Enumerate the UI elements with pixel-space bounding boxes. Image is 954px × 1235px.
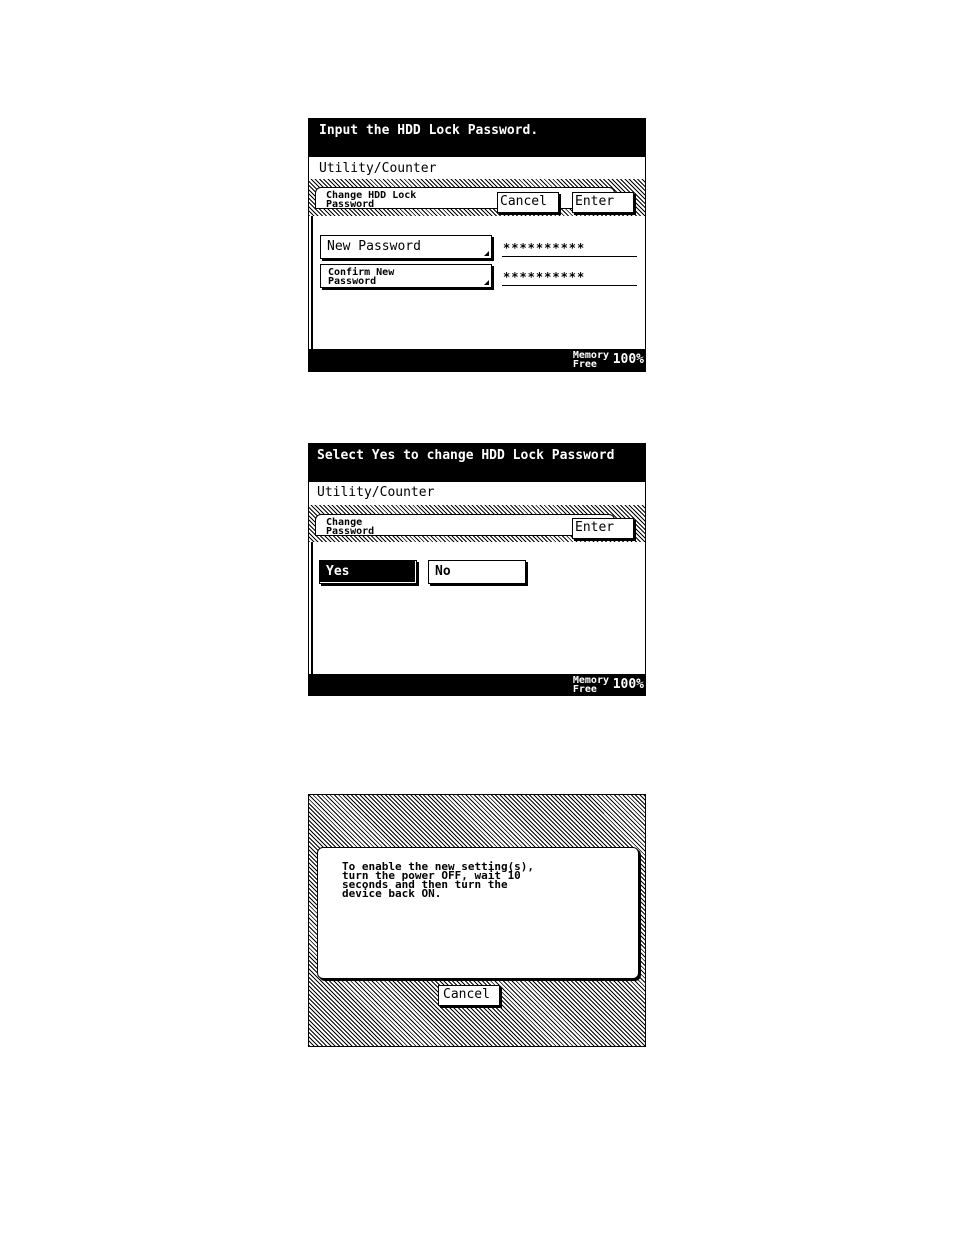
breadcrumb: Utility/Counter	[317, 485, 435, 500]
cancel-button[interactable]: Cancel	[438, 985, 500, 1006]
hdd-password-input-screen	[308, 118, 646, 372]
status-footer	[309, 674, 645, 695]
corner-mark-icon	[484, 251, 489, 256]
yes-button[interactable]: Yes	[319, 560, 417, 584]
status-footer	[309, 349, 645, 371]
confirm-password-field: **********	[502, 269, 637, 286]
new-password-field: **********	[502, 240, 637, 257]
tab-change-password	[315, 514, 615, 536]
notice-dialog	[317, 847, 639, 979]
memory-label-line1: Memory	[572, 675, 609, 686]
content-border	[311, 216, 313, 350]
memory-free-label	[573, 351, 609, 369]
enter-button[interactable]: Enter	[572, 518, 634, 539]
tab-label-line2: Password	[326, 199, 375, 210]
confirm-label-line2: Password	[328, 276, 377, 287]
new-password-label: New Password	[327, 239, 421, 254]
tab-label-line1: Change	[326, 517, 363, 528]
confirm-change-screen	[308, 443, 646, 696]
memory-free-value: 100%	[612, 677, 644, 692]
memory-label-line2: Free	[572, 684, 597, 695]
memory-label-line2: Free	[572, 359, 597, 370]
message-bar: Input the HDD Lock Password.	[309, 119, 645, 157]
message-bar: Select Yes to change HDD Lock Password	[309, 444, 645, 482]
corner-mark-icon	[484, 280, 489, 285]
restart-notice-screen	[308, 794, 646, 1047]
memory-label-line1: Memory	[572, 350, 609, 361]
memory-free-label	[573, 676, 609, 694]
tab-label-line2: Password	[326, 526, 375, 537]
tab-label-line1: Change HDD Lock	[326, 190, 417, 201]
confirm-new-password-button[interactable]	[320, 264, 492, 288]
dialog-message: To enable the new setting(s), turn the power OFF, wait 10 seconds and then turn the device back ON.	[342, 860, 535, 900]
new-password-button[interactable]	[320, 235, 492, 259]
cancel-button[interactable]: Cancel	[497, 192, 559, 213]
no-button[interactable]: No	[428, 560, 526, 584]
content-border	[311, 542, 313, 675]
breadcrumb: Utility/Counter	[319, 161, 437, 176]
tab-change-hdd-lock-password	[315, 187, 615, 209]
enter-button[interactable]: Enter	[572, 192, 634, 213]
memory-free-value: 100%	[612, 352, 644, 367]
confirm-label-line1: Confirm New	[328, 267, 395, 278]
